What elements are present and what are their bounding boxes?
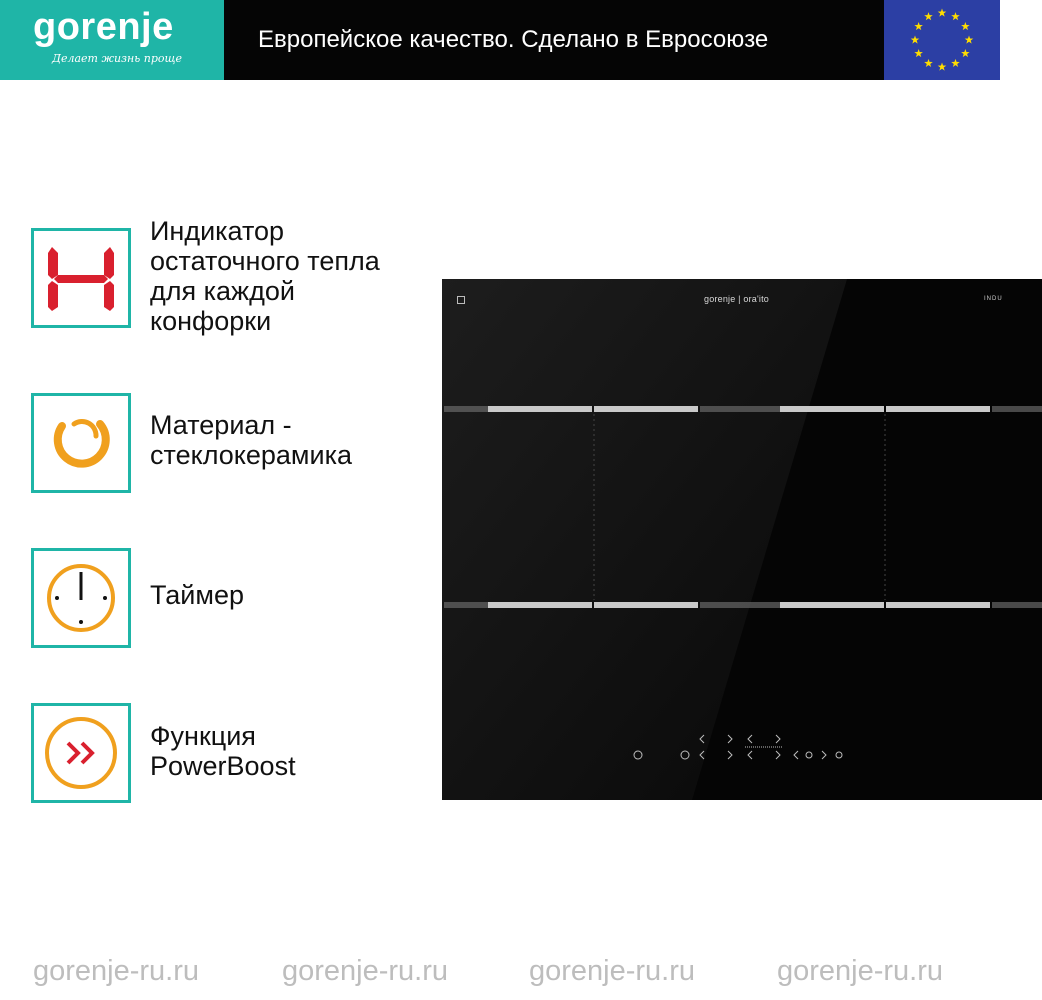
hob-badge-icon [457,296,465,304]
feature-material [0,393,430,493]
watermark-text: gorenje-ru.ru [529,955,696,987]
powerboost-chevrons-icon [31,703,131,803]
glass-ceramic-ring-icon [31,393,131,493]
hob-label: INDU [984,296,1003,302]
feature-powerboost [0,703,430,803]
brand-block [0,0,224,80]
feature-text: Функция PowerBoost [150,721,296,781]
watermark-text: gorenje-ru.ru [282,955,449,987]
feature-residual-heat [0,216,430,336]
zone-divider-top [444,406,1042,412]
brand-slogan: Делает жизнь проще [52,52,183,65]
feature-text: Таймер [150,580,244,610]
eu-star-icon [951,12,960,20]
eu-star-icon [938,9,947,17]
hob-surface [442,279,1042,800]
eu-flag-icon [884,0,1000,80]
hob-image [442,279,1042,800]
watermark-text: gorenje-ru.ru [777,955,944,987]
feature-text: Материал - стеклокерамика [150,410,352,470]
feature-timer [0,548,430,648]
eu-star-icon [938,63,947,71]
eu-star-icon [924,12,933,20]
watermark-text: gorenje-ru.ru [33,955,200,987]
eu-star-icon [911,36,920,44]
header-bar [0,0,1000,80]
zone-divider-bottom [444,602,1042,608]
timer-clock-icon [31,548,131,648]
brand-logo: gorenje [33,6,174,48]
eu-star-icon [961,49,970,57]
residual-heat-h-icon [31,228,131,328]
header-tagline: Европейское качество. Сделано в Евросоюзе [258,26,769,53]
eu-star-icon [924,59,933,67]
eu-star-icon [961,22,970,30]
eu-star-icon [951,59,960,67]
hob-logo: gorenje | ora'ito [704,294,769,304]
eu-star-icon [914,49,923,57]
eu-star-icon [965,36,974,44]
feature-text: Индикатор остаточного тепла для каждой конфорки [150,216,380,336]
eu-star-icon [914,22,923,30]
